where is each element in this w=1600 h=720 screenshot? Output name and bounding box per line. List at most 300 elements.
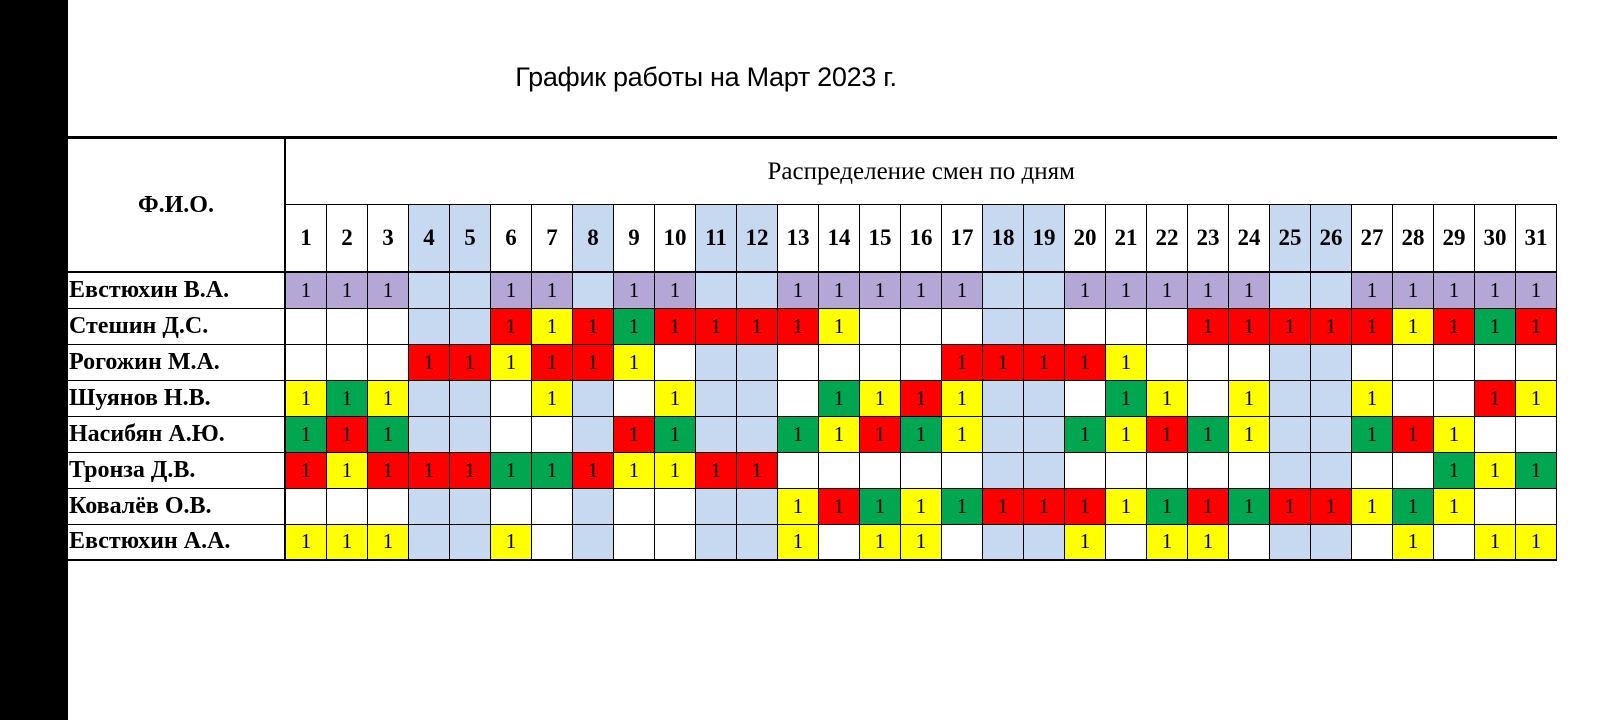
- empty-cell: [1270, 524, 1311, 560]
- empty-cell: [1147, 308, 1188, 344]
- empty-cell: [1270, 380, 1311, 416]
- shift-cell: 1: [1352, 308, 1393, 344]
- shift-cell: 1: [1024, 344, 1065, 380]
- employee-row: [68, 344, 1557, 380]
- employee-row: [68, 452, 1557, 488]
- empty-cell: [983, 524, 1024, 560]
- empty-cell: [819, 452, 860, 488]
- empty-cell: [942, 308, 983, 344]
- empty-cell: [737, 344, 778, 380]
- shift-cell: 1: [1229, 488, 1270, 524]
- empty-cell: [901, 452, 942, 488]
- shift-cell: 1: [901, 272, 942, 308]
- shift-cell: 1: [1147, 416, 1188, 452]
- shift-cell: 1: [737, 308, 778, 344]
- shift-cell: 1: [327, 380, 368, 416]
- employee-row: [68, 416, 1557, 452]
- empty-cell: [778, 452, 819, 488]
- shift-cell: 1: [532, 272, 573, 308]
- shift-cell: 1: [1516, 308, 1557, 344]
- shift-cell: 1: [1475, 272, 1516, 308]
- empty-cell: [491, 488, 532, 524]
- empty-cell: [696, 488, 737, 524]
- day-header: 9: [614, 205, 655, 273]
- shift-cell: 1: [409, 452, 450, 488]
- day-header: 30: [1475, 205, 1516, 273]
- empty-cell: [1393, 344, 1434, 380]
- shift-cell: 1: [655, 416, 696, 452]
- empty-cell: [983, 380, 1024, 416]
- empty-cell: [778, 380, 819, 416]
- empty-cell: [1516, 344, 1557, 380]
- shift-cell: 1: [368, 452, 409, 488]
- shift-cell: 1: [532, 380, 573, 416]
- shift-cell: 1: [1065, 344, 1106, 380]
- employee-row: [68, 488, 1557, 524]
- day-header: 16: [901, 205, 942, 273]
- shift-cell: 1: [655, 308, 696, 344]
- empty-cell: [983, 416, 1024, 452]
- day-header: 19: [1024, 205, 1065, 273]
- shift-cell: 1: [1024, 488, 1065, 524]
- empty-cell: [901, 308, 942, 344]
- shift-cell: 1: [532, 344, 573, 380]
- schedule-page: [68, 0, 1600, 720]
- day-header: 11: [696, 205, 737, 273]
- empty-cell: [1065, 452, 1106, 488]
- shift-cell: 1: [819, 488, 860, 524]
- shift-cell: 1: [942, 488, 983, 524]
- shift-cell: 1: [1229, 308, 1270, 344]
- empty-cell: [696, 344, 737, 380]
- shift-cell: 1: [1065, 488, 1106, 524]
- empty-cell: [737, 416, 778, 452]
- fio-header: Ф.И.О.: [68, 138, 285, 273]
- empty-cell: [983, 308, 1024, 344]
- empty-cell: [1434, 344, 1475, 380]
- shift-cell: 1: [1229, 416, 1270, 452]
- shift-cell: 1: [1311, 488, 1352, 524]
- shift-cell: 1: [1434, 452, 1475, 488]
- shift-cell: 1: [1475, 308, 1516, 344]
- shift-cell: 1: [368, 380, 409, 416]
- empty-cell: [819, 524, 860, 560]
- empty-cell: [368, 344, 409, 380]
- employee-row: [68, 272, 1557, 308]
- shift-cell: 1: [1516, 452, 1557, 488]
- empty-cell: [983, 272, 1024, 308]
- shift-cell: 1: [1229, 272, 1270, 308]
- empty-cell: [1270, 344, 1311, 380]
- empty-cell: [573, 380, 614, 416]
- shift-cell: 1: [1188, 524, 1229, 560]
- empty-cell: [1393, 380, 1434, 416]
- header-row-top: [68, 138, 1557, 205]
- empty-cell: [696, 272, 737, 308]
- shift-cell: 1: [573, 452, 614, 488]
- empty-cell: [696, 416, 737, 452]
- empty-cell: [1024, 380, 1065, 416]
- empty-cell: [1311, 272, 1352, 308]
- shift-cell: 1: [737, 452, 778, 488]
- shift-cell: 1: [983, 488, 1024, 524]
- empty-cell: [450, 272, 491, 308]
- empty-cell: [614, 488, 655, 524]
- shift-cell: 1: [1065, 524, 1106, 560]
- employee-name: Шуянов Н.В.: [68, 380, 285, 416]
- shift-cell: 1: [1065, 416, 1106, 452]
- empty-cell: [1065, 308, 1106, 344]
- empty-cell: [737, 524, 778, 560]
- empty-cell: [327, 344, 368, 380]
- empty-cell: [1188, 344, 1229, 380]
- empty-cell: [1229, 524, 1270, 560]
- empty-cell: [1024, 416, 1065, 452]
- shift-cell: 1: [819, 380, 860, 416]
- employee-name: Евстюхин В.А.: [68, 272, 285, 308]
- shift-cell: 1: [696, 452, 737, 488]
- empty-cell: [450, 488, 491, 524]
- empty-cell: [614, 380, 655, 416]
- employee-name: Насибян А.Ю.: [68, 416, 285, 452]
- day-header: 28: [1393, 205, 1434, 273]
- shift-cell: 1: [1434, 488, 1475, 524]
- empty-cell: [1475, 344, 1516, 380]
- empty-cell: [409, 524, 450, 560]
- shift-cell: 1: [1188, 308, 1229, 344]
- day-header: 10: [655, 205, 696, 273]
- shift-cell: 1: [532, 308, 573, 344]
- shift-cell: 1: [450, 452, 491, 488]
- shift-cell: 1: [327, 452, 368, 488]
- day-header: 14: [819, 205, 860, 273]
- shift-cell: 1: [655, 452, 696, 488]
- shift-cell: 1: [1147, 380, 1188, 416]
- empty-cell: [409, 380, 450, 416]
- shift-cell: 1: [285, 380, 327, 416]
- empty-cell: [450, 380, 491, 416]
- shift-cell: 1: [1393, 488, 1434, 524]
- shift-cell: 1: [285, 524, 327, 560]
- empty-cell: [450, 416, 491, 452]
- shift-cell: 1: [491, 524, 532, 560]
- shift-cell: 1: [1188, 272, 1229, 308]
- day-header: 18: [983, 205, 1024, 273]
- day-header: 20: [1065, 205, 1106, 273]
- schedule-table: [68, 136, 1557, 561]
- shift-cell: 1: [1065, 272, 1106, 308]
- shift-cell: 1: [1516, 272, 1557, 308]
- empty-cell: [1188, 452, 1229, 488]
- shift-cell: 1: [327, 524, 368, 560]
- empty-cell: [1352, 452, 1393, 488]
- shift-cell: 1: [491, 308, 532, 344]
- empty-cell: [532, 524, 573, 560]
- empty-cell: [1270, 416, 1311, 452]
- empty-cell: [901, 344, 942, 380]
- empty-cell: [1311, 344, 1352, 380]
- empty-cell: [532, 488, 573, 524]
- shift-cell: 1: [1393, 416, 1434, 452]
- empty-cell: [1475, 488, 1516, 524]
- shift-cell: 1: [819, 308, 860, 344]
- empty-cell: [1311, 416, 1352, 452]
- employee-name: Ковалёв О.В.: [68, 488, 285, 524]
- shift-cell: 1: [368, 524, 409, 560]
- empty-cell: [409, 308, 450, 344]
- empty-cell: [1229, 344, 1270, 380]
- employee-row: [68, 308, 1557, 344]
- shift-cell: 1: [327, 416, 368, 452]
- day-header: 17: [942, 205, 983, 273]
- shift-cell: 1: [1352, 380, 1393, 416]
- shift-cell: 1: [614, 452, 655, 488]
- empty-cell: [285, 488, 327, 524]
- empty-cell: [942, 452, 983, 488]
- shift-cell: 1: [532, 452, 573, 488]
- shift-cell: 1: [942, 416, 983, 452]
- day-header: 23: [1188, 205, 1229, 273]
- empty-cell: [491, 416, 532, 452]
- empty-cell: [1024, 452, 1065, 488]
- empty-cell: [573, 524, 614, 560]
- day-header: 6: [491, 205, 532, 273]
- day-header: 21: [1106, 205, 1147, 273]
- shift-cell: 1: [1434, 308, 1475, 344]
- day-header: 29: [1434, 205, 1475, 273]
- empty-cell: [368, 488, 409, 524]
- shift-cell: 1: [1106, 416, 1147, 452]
- empty-cell: [860, 344, 901, 380]
- shift-cell: 1: [614, 308, 655, 344]
- empty-cell: [778, 344, 819, 380]
- shift-cell: 1: [860, 272, 901, 308]
- empty-cell: [1024, 308, 1065, 344]
- shift-cell: 1: [1352, 272, 1393, 308]
- shift-cell: 1: [696, 308, 737, 344]
- employee-name: Евстюхин А.А.: [68, 524, 285, 560]
- day-header: 26: [1311, 205, 1352, 273]
- shift-cell: 1: [860, 416, 901, 452]
- day-header: 13: [778, 205, 819, 273]
- empty-cell: [285, 308, 327, 344]
- shift-cell: 1: [778, 488, 819, 524]
- day-header: 3: [368, 205, 409, 273]
- shift-cell: 1: [983, 344, 1024, 380]
- day-header: 25: [1270, 205, 1311, 273]
- shift-cell: 1: [1147, 488, 1188, 524]
- shift-cell: 1: [860, 524, 901, 560]
- empty-cell: [737, 488, 778, 524]
- empty-cell: [1516, 416, 1557, 452]
- employee-name: Тронза Д.В.: [68, 452, 285, 488]
- employee-name: Рогожин М.А.: [68, 344, 285, 380]
- shift-cell: 1: [1516, 380, 1557, 416]
- empty-cell: [819, 344, 860, 380]
- empty-cell: [1352, 344, 1393, 380]
- empty-cell: [655, 524, 696, 560]
- shift-cell: 1: [1311, 308, 1352, 344]
- day-header: 15: [860, 205, 901, 273]
- shift-cell: 1: [285, 416, 327, 452]
- employee-name: Стешин Д.С.: [68, 308, 285, 344]
- empty-cell: [327, 488, 368, 524]
- shift-cell: 1: [901, 524, 942, 560]
- shift-cell: 1: [1147, 524, 1188, 560]
- shift-cell: 1: [1106, 488, 1147, 524]
- day-header: 7: [532, 205, 573, 273]
- shift-cell: 1: [450, 344, 491, 380]
- empty-cell: [1270, 272, 1311, 308]
- shift-cell: 1: [491, 272, 532, 308]
- shift-cell: 1: [942, 272, 983, 308]
- day-header: 4: [409, 205, 450, 273]
- empty-cell: [1229, 452, 1270, 488]
- shift-cell: 1: [327, 272, 368, 308]
- empty-cell: [1311, 524, 1352, 560]
- empty-cell: [983, 452, 1024, 488]
- empty-cell: [1434, 524, 1475, 560]
- shift-cell: 1: [942, 344, 983, 380]
- day-header: 12: [737, 205, 778, 273]
- shift-cell: 1: [285, 272, 327, 308]
- shift-cell: 1: [778, 272, 819, 308]
- shift-cell: 1: [819, 272, 860, 308]
- empty-cell: [1024, 524, 1065, 560]
- shift-cell: 1: [860, 488, 901, 524]
- empty-cell: [573, 272, 614, 308]
- shift-cell: 1: [819, 416, 860, 452]
- empty-cell: [450, 524, 491, 560]
- empty-cell: [655, 488, 696, 524]
- empty-cell: [1106, 524, 1147, 560]
- empty-cell: [1516, 488, 1557, 524]
- shift-cell: 1: [614, 272, 655, 308]
- empty-cell: [1393, 452, 1434, 488]
- empty-cell: [573, 416, 614, 452]
- page-title: График работы на Март 2023 г.: [515, 62, 897, 92]
- shift-cell: 1: [1188, 416, 1229, 452]
- employee-row: [68, 524, 1557, 560]
- shift-cell: 1: [573, 344, 614, 380]
- shift-cell: 1: [1352, 488, 1393, 524]
- day-header: 27: [1352, 205, 1393, 273]
- shift-cell: 1: [1393, 272, 1434, 308]
- shift-cell: 1: [1475, 524, 1516, 560]
- shift-cell: 1: [778, 308, 819, 344]
- shift-cell: 1: [1106, 272, 1147, 308]
- shift-cell: 1: [368, 416, 409, 452]
- empty-cell: [409, 416, 450, 452]
- empty-cell: [491, 380, 532, 416]
- day-header: 31: [1516, 205, 1557, 273]
- shift-cell: 1: [1106, 380, 1147, 416]
- shift-cell: 1: [1352, 416, 1393, 452]
- empty-cell: [1106, 308, 1147, 344]
- day-header: 5: [450, 205, 491, 273]
- shift-cell: 1: [1475, 380, 1516, 416]
- day-header: 2: [327, 205, 368, 273]
- shift-cell: 1: [901, 380, 942, 416]
- shift-cell: 1: [1475, 452, 1516, 488]
- empty-cell: [614, 524, 655, 560]
- empty-cell: [696, 380, 737, 416]
- shift-cell: 1: [1516, 524, 1557, 560]
- shift-cell: 1: [942, 380, 983, 416]
- empty-cell: [327, 308, 368, 344]
- empty-cell: [942, 524, 983, 560]
- empty-cell: [532, 416, 573, 452]
- empty-cell: [409, 488, 450, 524]
- shift-cell: 1: [1393, 524, 1434, 560]
- shift-cell: 1: [901, 416, 942, 452]
- shift-cell: 1: [285, 452, 327, 488]
- shift-cell: 1: [1434, 416, 1475, 452]
- shift-cell: 1: [1106, 344, 1147, 380]
- empty-cell: [860, 308, 901, 344]
- empty-cell: [1311, 452, 1352, 488]
- shift-cell: 1: [860, 380, 901, 416]
- shift-cell: 1: [778, 416, 819, 452]
- empty-cell: [1270, 452, 1311, 488]
- empty-cell: [860, 452, 901, 488]
- empty-cell: [1065, 380, 1106, 416]
- empty-cell: [1434, 380, 1475, 416]
- empty-cell: [368, 308, 409, 344]
- shift-cell: 1: [409, 344, 450, 380]
- shift-cell: 1: [1270, 308, 1311, 344]
- shift-cell: 1: [778, 524, 819, 560]
- empty-cell: [1311, 380, 1352, 416]
- empty-cell: [1147, 452, 1188, 488]
- empty-cell: [450, 308, 491, 344]
- empty-cell: [1352, 524, 1393, 560]
- shift-cell: 1: [491, 344, 532, 380]
- shift-cell: 1: [1229, 380, 1270, 416]
- day-header: 22: [1147, 205, 1188, 273]
- shift-cell: 1: [1147, 272, 1188, 308]
- empty-cell: [696, 524, 737, 560]
- schedule-body: [68, 272, 1557, 560]
- distribution-header: Распределение смен по дням: [285, 138, 1557, 205]
- empty-cell: [655, 344, 696, 380]
- empty-cell: [1147, 344, 1188, 380]
- shift-cell: 1: [1270, 488, 1311, 524]
- empty-cell: [1188, 380, 1229, 416]
- employee-row: [68, 380, 1557, 416]
- shift-cell: 1: [655, 272, 696, 308]
- empty-cell: [573, 488, 614, 524]
- empty-cell: [409, 272, 450, 308]
- shift-cell: 1: [655, 380, 696, 416]
- shift-cell: 1: [614, 416, 655, 452]
- shift-cell: 1: [901, 488, 942, 524]
- empty-cell: [1475, 416, 1516, 452]
- empty-cell: [737, 380, 778, 416]
- shift-cell: 1: [1434, 272, 1475, 308]
- day-header: 8: [573, 205, 614, 273]
- shift-cell: 1: [1393, 308, 1434, 344]
- empty-cell: [1024, 272, 1065, 308]
- shift-cell: 1: [491, 452, 532, 488]
- day-header: 24: [1229, 205, 1270, 273]
- shift-cell: 1: [614, 344, 655, 380]
- day-header: 1: [285, 205, 327, 273]
- day-header-row: [68, 205, 1557, 273]
- shift-cell: 1: [368, 272, 409, 308]
- empty-cell: [285, 344, 327, 380]
- shift-cell: 1: [573, 308, 614, 344]
